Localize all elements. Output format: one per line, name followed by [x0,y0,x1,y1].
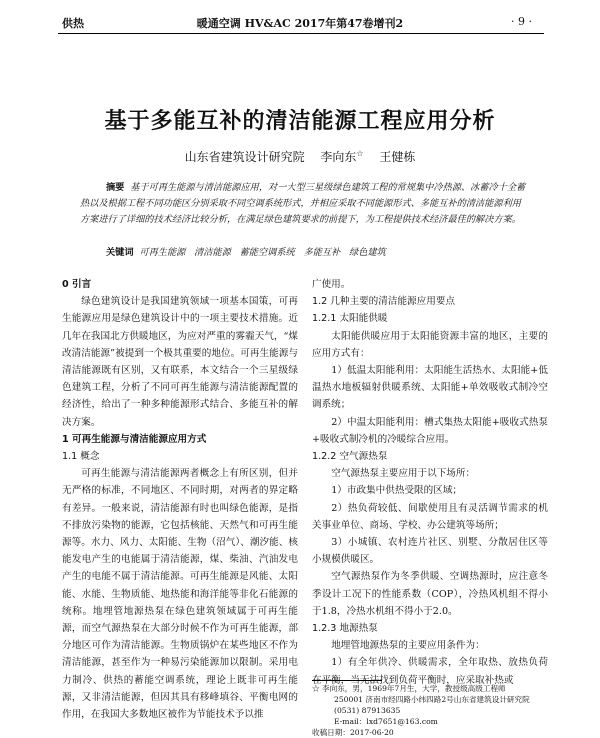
keywords [106,244,526,258]
paragraph: 空气源热泵主要应用于以下场所： [331,468,476,480]
footnote-line: E-mail：lxd7651@163.com [334,717,438,726]
author-wang: 王健栋 [379,150,416,164]
paragraph: 广使用。 [312,279,351,290]
author-li-name: 李向东 [320,150,357,164]
subsection-heading: 1.2.3 地源热泵 [312,623,378,635]
subsection-heading: 1.2.2 空气源热泵 [312,451,388,463]
footnote-line: 收稿日期：2017-06-20 [312,728,394,737]
paragraph: 3）小城镇、农村连片社区、别墅、分散居住区等小规模供暖区。 [312,537,548,566]
paragraph: 1）有全年供冷、供暖需求，全年取热、放热负荷在平衡，当无法找到负荷平衡时，应采取补热或 [312,657,548,686]
header-rule [58,33,544,34]
paragraph: 1）低温太阳能利用：太阳能生活热水、太阳能+低温热水地板辐射供暖系统、太阳能+单效吸收式制冷空调系统； [312,365,548,411]
abstract-label: 摘要 [106,182,125,193]
running-header [0,8,600,38]
footnote-line: (0531) 87913635 [334,706,401,715]
subsection-heading: 1.2 几种主要的清洁能源应用要点 [312,296,456,308]
right-column [312,276,548,689]
abstract [80,180,526,228]
footnote-line: ☆ 李向东，男，1969年7月生，大学，教授级高级工程师 [312,684,506,693]
author-footnote [312,680,548,738]
paragraph: 地埋管地源热泵的主要应用条件为： [331,640,485,652]
page-number: · 9 · [511,15,532,28]
paragraph: 绿色建筑设计是我国建筑领域一项基本国策，可再生能源应用是绿色建筑设计中的一项主要技术措施。近几年在我国北方供暖地区，为应对严重的雾霾天气，“煤改清洁能源”被提到一个极其重要的地位。可再生能源与清洁能源既有区别，又有联系，本文结合一个三星级绿色建筑工程，分析了不同可再生能源与清洁能源配置的经济性，给出了一种多种能源形式结合、多能互补的解决方案。 [62,296,298,428]
section-heading: 1 可再生能源与清洁能源应用方式 [62,433,207,445]
section-heading: 0 引言 [62,279,92,290]
paragraph: 可再生能源与清洁能源两者概念上有所区别，但并无严格的标准，不同地区、不同时期，对两者的界定略有差异。一般来说，清洁能源有时也叫绿色能源，是指不排放污染物的能源，它包括核能、天然气和可再生能源等。水力、风力、太阳能、生物（沼气）、潮汐能、核能发电产生的电能属于清洁能源，煤、柴油、汽油发电产生的电能不属于清洁能源。可再生能源是风能、太阳能、水能、生物质能、地热能和海洋能等非化石能源的统称。地埋管地源热泵在绿色建筑领域属于可再生能源，而空气源热泵在大部分时候不作为可再生能源，部分地区可作为清洁能源。生物质锅炉在某些地区不作为清洁能源，甚至作为一种易污染能源加以限制。采用电力制冷、供热的蓄能空调系统，理论上既非可再生能源，又非清洁能源，但因其具有移峰填谷、平衡电网的作用，在我国大多数地区被作为节能技术予以推 [62,468,298,721]
paragraph: 2）中温太阳能利用：槽式集热太阳能+吸收式热泵+吸收式制冷机的冷暖综合应用。 [312,416,548,445]
footnote-line: 250001 济南市经四路小纬四路2号山东省建筑设计研究院 [334,695,530,704]
paragraph: 太阳能供暖应用于太阳能资源丰富的地区，主要的应用方式有： [312,330,548,359]
keywords-items: 可再生能源 清洁能源 蓄能空调系统 多能互补 绿色建筑 [139,247,386,258]
author-mark: ☆ [356,149,364,158]
section-label: 供热 [62,17,84,30]
abstract-text: 基于可再生能源与清洁能源应用，对一大型三星级绿色建筑工程的常规集中冷热源、冰蓄冷十全蓄热以及根据工程不同功能区分别采取不同空调系统形式，并相应采取不同能源形式、多能互补的清洁能源利用方案进行了详细的技术经济比较分析，在满足绿色建筑要求的前提下，为工程提供技术经济最佳的解决方案。 [80,182,526,225]
author-line [0,148,600,165]
keywords-label: 关键词 [106,247,134,258]
footnote-rule [312,680,382,681]
paragraph: 2）热负荷较低、间歇使用且有灵活调节需求的机关事业单位、商场、学校、办公建筑等场所； [312,502,548,531]
paper-title: 基于多能互补的清洁能源工程应用分析 [104,109,496,134]
subsection-heading: 1.1 概念 [62,451,100,463]
paragraph: 1）市政集中供热受限的区域； [331,485,463,497]
author-li [320,150,363,164]
subsection-heading: 1.2.1 太阳能供暖 [312,313,388,325]
left-column [62,276,298,723]
journal-info: 暖通空调 HV&AC 2017年第47卷增刊2 [196,17,404,30]
paragraph: 空气源热泵作为冬季供暖、空调热源时，应注意冬季设计工况下的性能系数（COP），冷热风机组不得小于1.8，冷热水机组不得小于2.0。 [312,571,548,617]
affiliation: 山东省建筑设计研究院 [184,150,305,164]
